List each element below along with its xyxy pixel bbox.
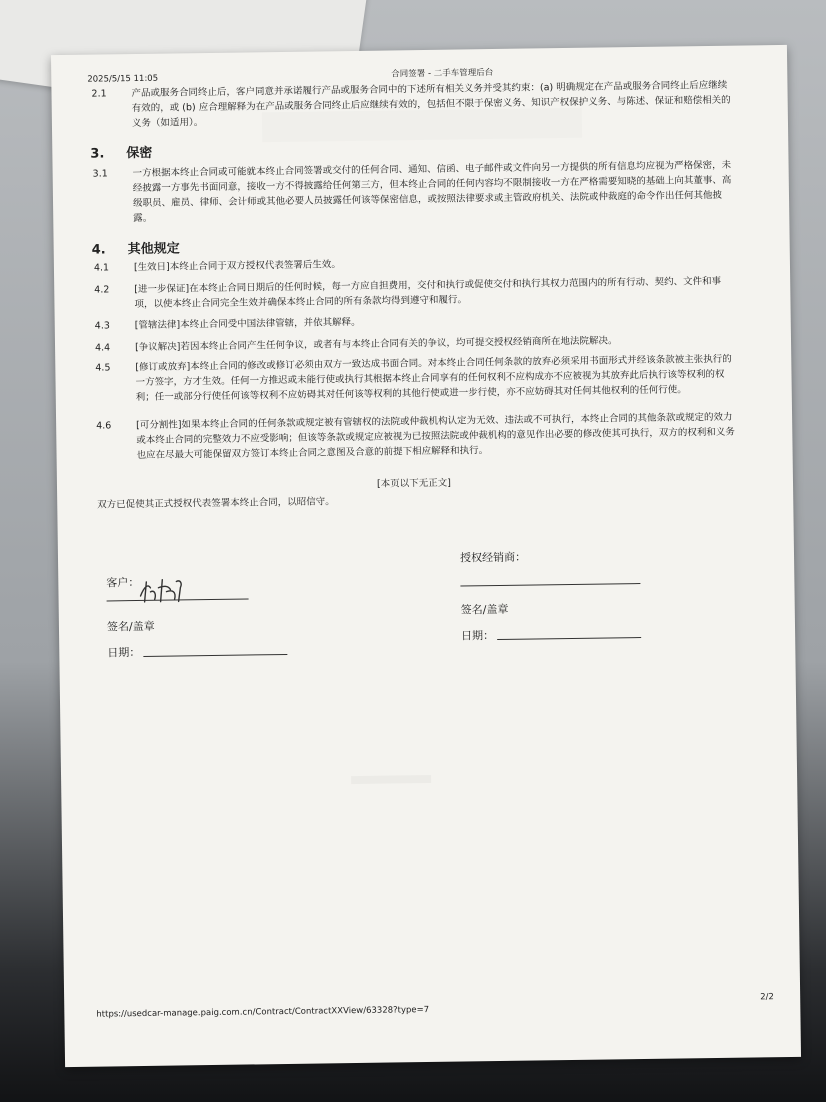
section-heading-confidentiality <box>90 142 152 162</box>
footer-url: https://usedcar-manage.paig.com.cn/Contract/ContractXXView/63328?type=7 <box>96 1005 430 1020</box>
header-date: 2025/5/15 11:05 <box>87 73 159 85</box>
closing-statement: 双方已促使其正式授权代表签署本终止合同，以昭信守。 <box>97 496 335 511</box>
clause-text: 一方根据本终止合同或可能就本终止合同签署或交付的任何合同、通知、信函、电子邮件或文件向另一方提供的所有信息均应视为严格保密，未经披露一方事先书面同意，接收一方不得披露给任何第三方，但本终止合同的任何内容均不限制接收一方在严格需要知晓的基础上向其董事、高级职员、雇员、律师、会计师或其他必要人员披露任何该等保密信息，或按照法律要求或主管政府机关、法院或仲裁庭的命令作出任何其他披露。 <box>132 159 732 225</box>
header-title: 合同签署 - 二手车管理后台 <box>391 68 494 80</box>
customer-label: 客户： <box>106 576 140 590</box>
section-title: 保密 <box>126 145 153 162</box>
clause-number: 4.5 <box>95 362 111 374</box>
clause-4-1 <box>94 252 734 276</box>
clause-number: 3.1 <box>92 168 108 180</box>
page-number: 2/2 <box>760 992 774 1003</box>
clause-text: [管辖法律]本终止合同受中国法律管辖，并依其解释。 <box>134 316 361 332</box>
section-heading-other-provisions <box>92 237 180 257</box>
clause-4-3 <box>95 310 735 334</box>
section-title: 其他规定 <box>127 241 180 258</box>
clause-text: 产品或服务合同终止后，客户同意并承诺履行产品或服务合同中的下述所有相关义务并受其约束：(a) 明确规定在产品或服务合同终止后应继续有效的，或 (b) 应合理解释为在产品或服务合同终止后应继续有效的，包括但不限于保密义务、知识产权保护义务、与陈述、保证和赔偿相关的义务（如适用）。 <box>131 79 731 130</box>
clause-text: [进一步保证]在本终止合同日期后的任何时候，每一方应自担费用，交付和执行或促使交付和执行其权力范围内的所有行动、契约、文件和事项，以使本终止合同完全生效并确保本终止合同的所有条款均得到遵守和履行。 <box>134 275 722 311</box>
section-number: 3. <box>90 146 105 162</box>
customer-date-line <box>143 654 287 657</box>
handwritten-signature <box>136 573 196 606</box>
clause-2-1 <box>91 78 732 132</box>
clause-number: 4.6 <box>96 420 112 432</box>
clause-3-1 <box>93 158 734 227</box>
end-of-text-note: [本页以下无正文] <box>376 477 451 490</box>
clause-number: 4.1 <box>93 262 110 274</box>
dealer-label: 授权经销商： <box>459 550 527 565</box>
customer-date-label: 日期： <box>107 645 141 660</box>
dealer-sign-stamp-label: 签名/盖章 <box>460 602 509 617</box>
clause-text: [修订或放弃]本终止合同的修改或修订必须由双方一致达成书面合同。对本终止合同任何条款的放弃必须采用书面形式并经该条款被主张执行的一方签字，方才生效。任何一方推迟或未能行使或执行其根据本终止合同享有的任何权利不应构成亦不应被视为其放弃此后执行该等权利的权利；任一或部分行使任何该等权利不应妨碍其对任何该等权利的其他行使或进一步行使，亦不应妨碍其对任何其他权利的任何行使。 <box>135 353 732 404</box>
clause-number: 2.1 <box>91 88 107 100</box>
faint-bleedthrough <box>351 775 431 784</box>
clause-text: [争议解决]若因本终止合同产生任何争议，或者有与本终止合同有关的争议，均可提交授权经销商所在地法院解决。 <box>134 335 618 354</box>
clause-number: 4.4 <box>94 342 111 354</box>
customer-sign-stamp-label: 签名/盖章 <box>106 619 155 634</box>
document-page <box>51 45 801 1067</box>
dealer-signature-line <box>460 583 640 587</box>
dealer-date-line <box>497 637 641 640</box>
clause-number: 4.3 <box>94 320 110 332</box>
clause-4-6 <box>96 410 737 464</box>
clause-text: [可分割性]如果本终止合同的任何条款或规定被有管辖权的法院或仲裁机构认定为无效、违法或不可执行，本终止合同的其他条款或规定的效力或本终止合同的完整效力不应受影响；但该等条款或规定应被视为已按照法院或仲裁机构的意见作出必要的修改使其可执行，双方的权利和义务也应在尽最大可能保留双方签订本终止合同之意图及合意的前提下相应解释和执行。 <box>136 411 735 462</box>
clause-number: 4.2 <box>94 284 110 296</box>
clause-4-5 <box>95 352 736 406</box>
clause-4-2 <box>94 274 734 313</box>
clause-text: [生效日]本终止合同于双方授权代表签署后生效。 <box>133 259 341 274</box>
dealer-date-label: 日期： <box>461 629 495 643</box>
section-number: 4. <box>91 242 106 258</box>
